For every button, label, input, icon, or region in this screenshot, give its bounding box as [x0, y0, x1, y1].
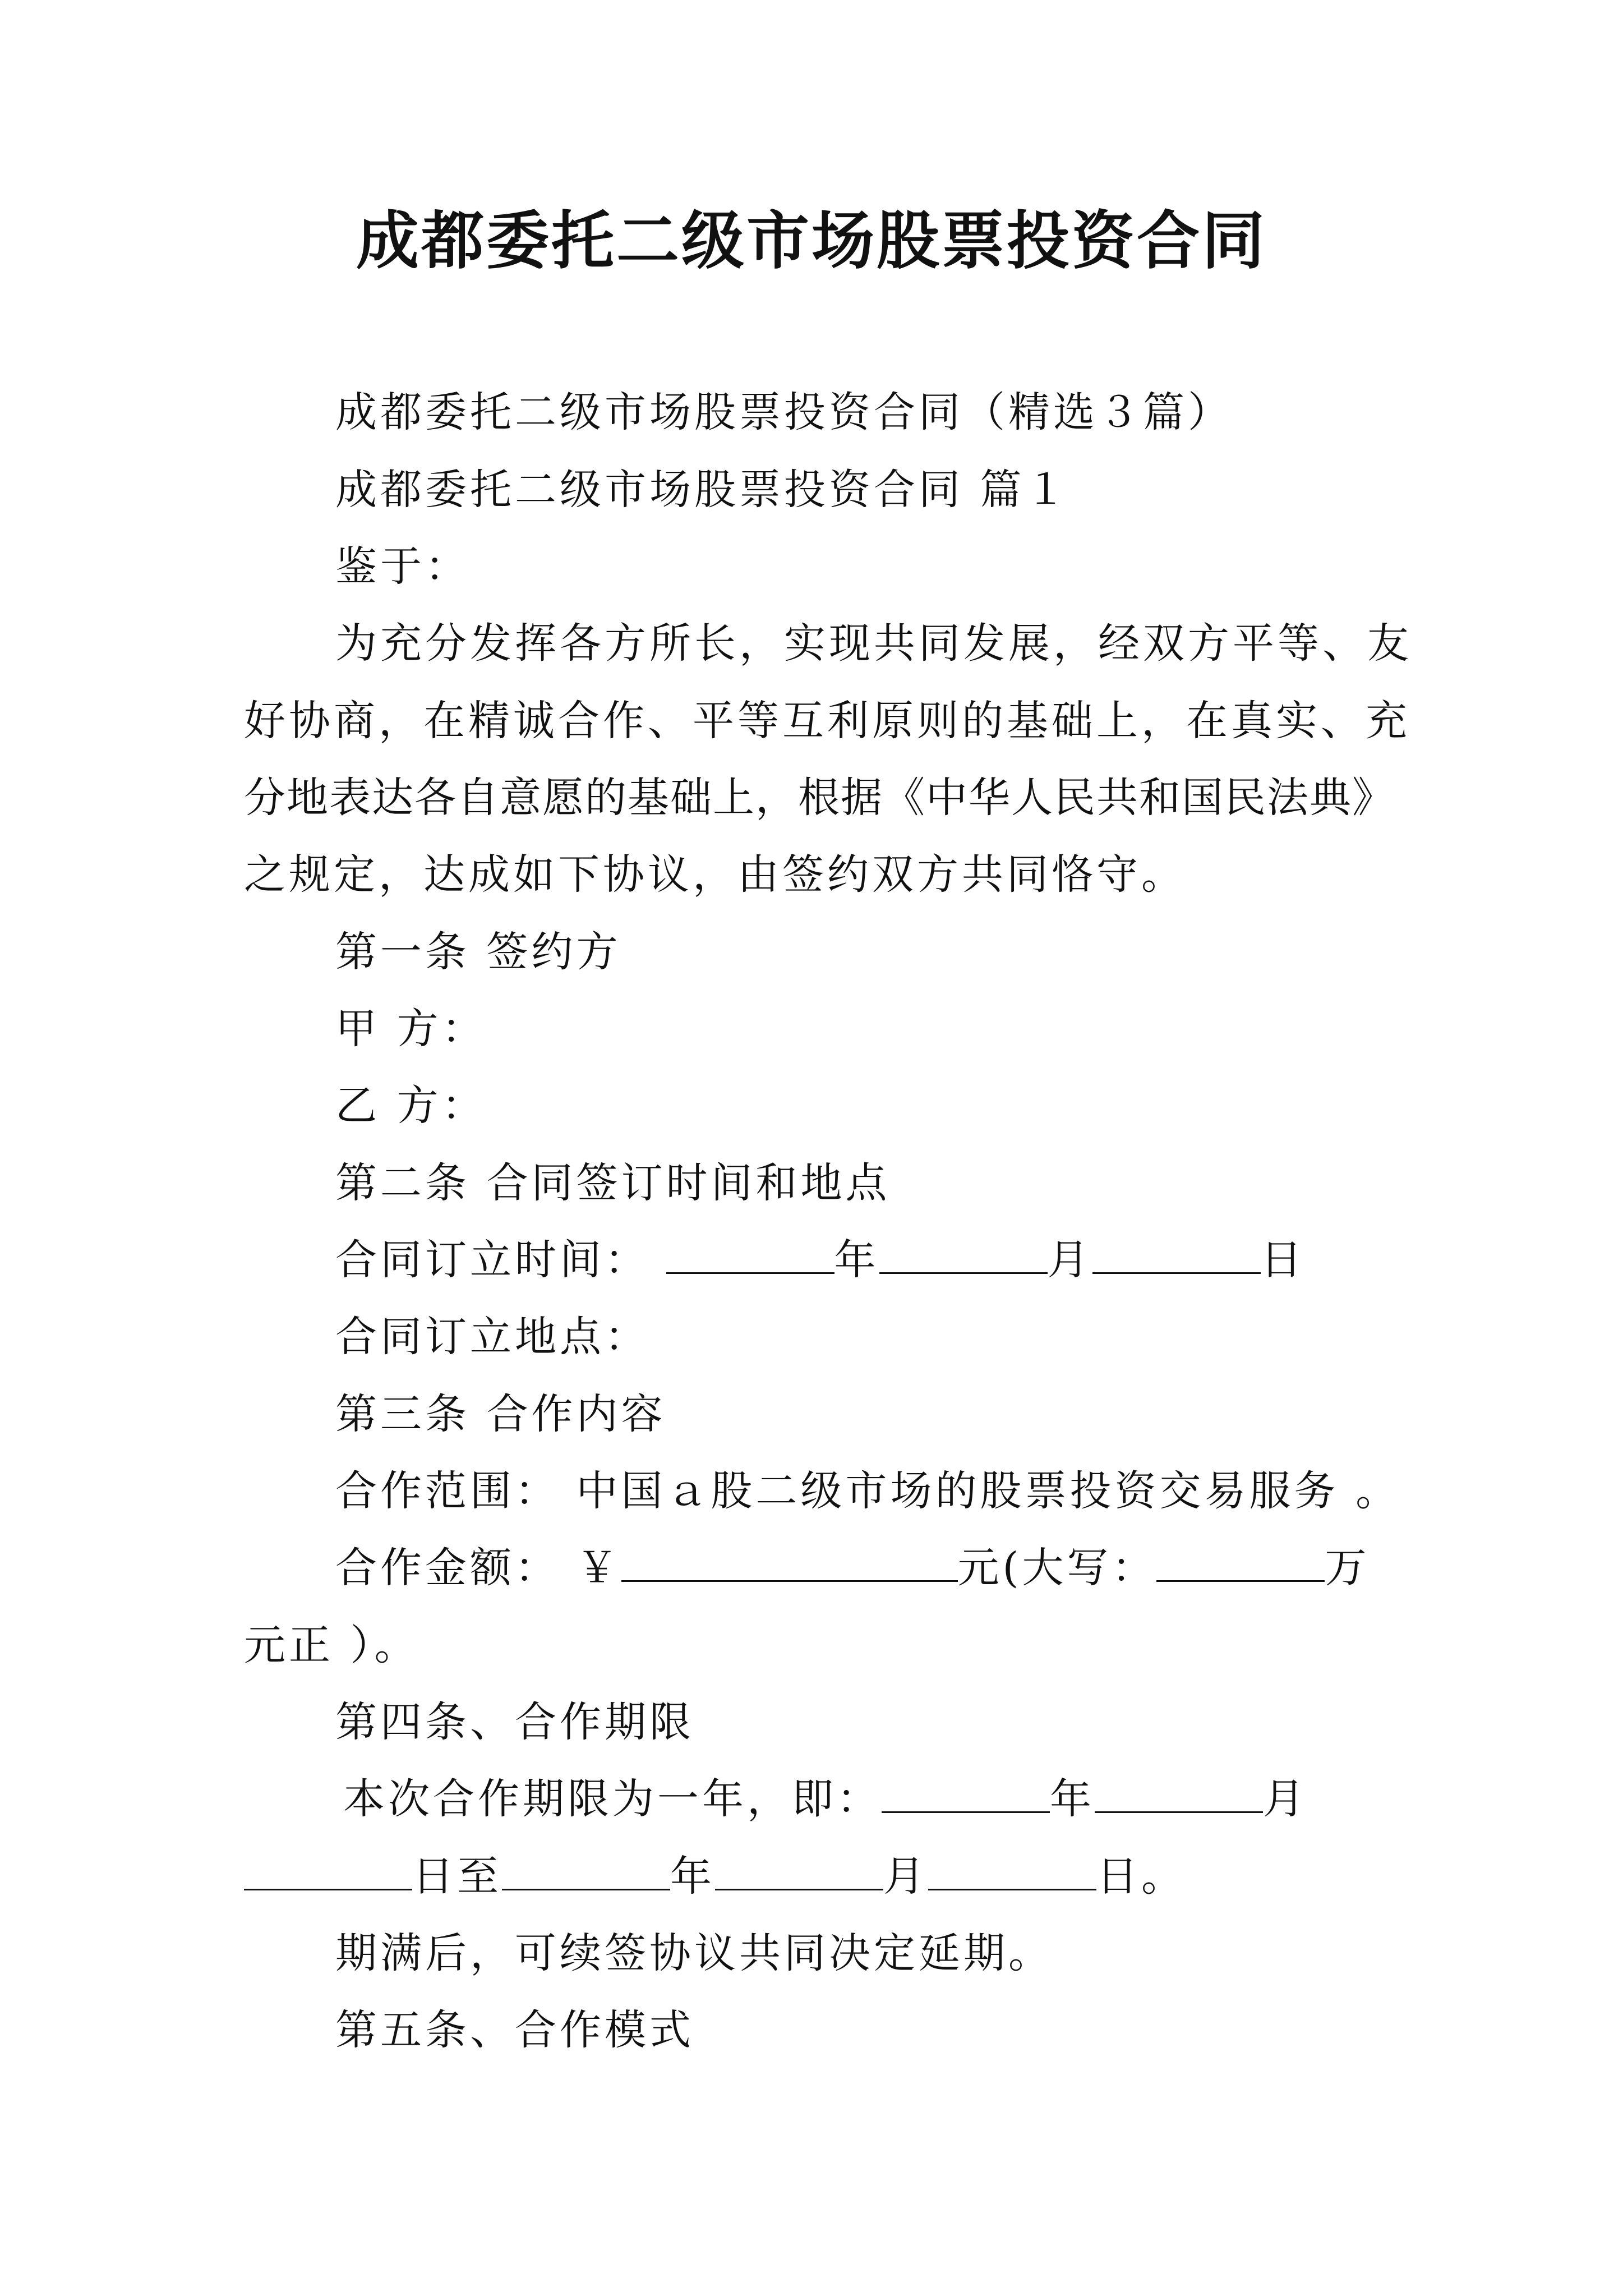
amount-blank[interactable] — [621, 1544, 958, 1582]
preamble-line-4: 之规定，达成如下协议，由签约双方共同恪守。 — [244, 850, 1186, 899]
article4-heading: 第四条、合作期限 — [335, 1698, 694, 1746]
period-text: 本次合作期限为一年，即： — [343, 1775, 882, 1823]
preamble-line-2: 好协商，在精诚合作、平等互利原则的基础上，在真实、充 — [244, 697, 1410, 745]
amount-end: 元正 ）。 — [244, 1621, 419, 1669]
article1-heading: 第一条 签约方 — [335, 928, 621, 976]
start-month-blank[interactable] — [1095, 1775, 1263, 1813]
contract-time-label: 合同订立时间： — [335, 1236, 649, 1284]
day-label: 日 — [1260, 1236, 1306, 1284]
start-year-label: 年 — [1050, 1775, 1095, 1823]
contract-place-label: 合同订立地点： — [335, 1313, 649, 1361]
amount-label: 合作金额： — [335, 1544, 560, 1592]
article5-heading: 第五条、合作模式 — [335, 2006, 694, 2054]
day-blank[interactable] — [1092, 1236, 1261, 1274]
scope-line — [335, 1463, 1400, 1519]
preamble-line-1: 为充分发挥各方所长，实现共同发展，经双方平等、友 — [335, 619, 1412, 668]
scope-end: 。 — [1355, 1467, 1401, 1515]
document-title: 成都委托二级市场股票投资合同 — [356, 204, 1267, 278]
amount-capital-label: 元(大写： — [957, 1544, 1157, 1592]
party-a-label: 甲 方： — [335, 1005, 487, 1053]
month-label: 月 — [1047, 1236, 1092, 1284]
day-to-label: 日至 — [412, 1852, 502, 1901]
subtitle: 成都委托二级市场股票投资合同（精选３篇） — [335, 388, 1233, 436]
article3-heading: 第三条 合作内容 — [335, 1390, 666, 1438]
year-blank[interactable] — [666, 1236, 834, 1274]
part-heading: 成都委托二级市场股票投资合同 篇１ — [335, 466, 1070, 514]
renewal-text: 期满后，可续签协议共同决定延期。 — [335, 1929, 1053, 1977]
month-blank[interactable] — [879, 1236, 1048, 1274]
end-month-label: 月 — [883, 1852, 928, 1901]
preamble-line-3: 分地表达各自意愿的基础上，根据《中华人民共和国民法典》 — [244, 774, 1395, 822]
start-month-label: 月 — [1263, 1775, 1308, 1823]
wan-label: 万 — [1325, 1544, 1370, 1592]
scope-value: 中国ａ股二级市场的股票投资交易服务 — [576, 1467, 1339, 1515]
year-label: 年 — [834, 1236, 879, 1284]
end-year-label: 年 — [670, 1852, 715, 1901]
start-day-blank[interactable] — [244, 1853, 412, 1890]
contract-time-line — [335, 1232, 1306, 1288]
whereas-label: 鉴于： — [335, 542, 470, 591]
article2-heading: 第二条 合同签订时间和地点 — [335, 1159, 891, 1207]
end-month-blank[interactable] — [715, 1853, 883, 1890]
currency-symbol: ￥ — [576, 1544, 621, 1592]
party-b-label: 乙 方： — [335, 1082, 487, 1130]
end-day-label: 日。 — [1096, 1852, 1186, 1901]
amount-capital-blank[interactable] — [1156, 1544, 1325, 1582]
end-year-blank[interactable] — [502, 1853, 670, 1890]
start-year-blank[interactable] — [882, 1775, 1050, 1813]
period-line-1 — [343, 1771, 1308, 1827]
amount-line — [335, 1540, 1370, 1596]
end-day-blank[interactable] — [928, 1853, 1096, 1890]
scope-label: 合作范围： — [335, 1467, 560, 1515]
period-line-2 — [244, 1848, 1186, 1904]
